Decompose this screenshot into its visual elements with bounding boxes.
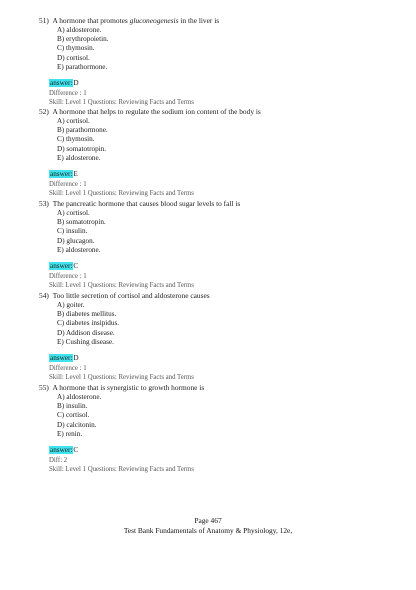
- option-d: D) calcitonin.: [57, 420, 97, 429]
- question-text: [39, 16, 389, 26]
- skill: Skill: Level 1 Questions: Reviewing Facts and Terms: [49, 189, 194, 197]
- skill: Skill: Level 1 Questions: Reviewing Facts and Terms: [49, 465, 194, 473]
- answer-value: C: [73, 262, 79, 271]
- question-55: [39, 383, 389, 475]
- answer-label-highlight: answer:: [50, 79, 73, 88]
- question-text-body: The pancreatic hormone that causes blood sugar levels to fall is: [52, 199, 241, 208]
- options-list: [57, 26, 389, 73]
- question-text: [39, 199, 389, 209]
- answer-line: [49, 354, 79, 363]
- difficulty: Difference : 1: [49, 181, 87, 189]
- skill: Skill: Level 1 Questions: Reviewing Facts and Terms: [49, 281, 194, 289]
- option-c: C) thymosin.: [57, 135, 95, 144]
- answer-value: D: [73, 354, 79, 363]
- question-text-suffix: in the liver is: [178, 16, 220, 25]
- question-text-emphasis: gluconeogenesis: [129, 16, 179, 25]
- option-e: E) Cushing disease.: [57, 337, 114, 346]
- option-b: B) somatotropin.: [57, 217, 106, 226]
- page-number: Page 467: [194, 516, 222, 525]
- options-list: [57, 209, 389, 256]
- answer-value: C: [73, 446, 79, 455]
- question-text-prefix: A hormone that promotes: [52, 16, 130, 25]
- answer-label-highlight: answer:: [50, 446, 73, 455]
- skill: Skill: Level 1 Questions: Reviewing Facts and Terms: [49, 98, 194, 106]
- question-number: 54): [39, 291, 49, 300]
- options-list: [57, 301, 389, 348]
- answer-line: [49, 79, 79, 88]
- question-text: [39, 383, 389, 393]
- question-text-body: A hormone that is synergistic to growth hormone is: [52, 383, 205, 392]
- answer-line: [49, 262, 78, 271]
- question-54: [39, 291, 389, 383]
- options-list: [57, 117, 389, 164]
- option-a: A) aldosterone.: [57, 392, 102, 401]
- option-d: D) Addison disease.: [57, 328, 115, 337]
- option-e: E) aldosterone.: [57, 245, 101, 254]
- options-list: [57, 393, 389, 440]
- option-d: D) somatotropin.: [57, 144, 107, 153]
- option-e: E) renin.: [57, 429, 83, 438]
- book-title: Test Bank Fundamentals of Anatomy & Physiology, 12e,: [123, 526, 293, 535]
- answer-label-highlight: answer:: [50, 262, 73, 271]
- answer-line: [49, 446, 78, 455]
- option-c: C) thymosin.: [57, 44, 95, 53]
- difficulty: Diff: 2: [49, 457, 68, 465]
- answer-label-highlight: answer:: [50, 170, 73, 179]
- difficulty: Difference : 1: [49, 365, 87, 373]
- option-e: E) parathormone.: [57, 62, 108, 71]
- option-a: A) aldosterone.: [57, 25, 102, 34]
- option-b: B) parathormone.: [57, 125, 108, 134]
- question-number: 53): [39, 199, 49, 208]
- question-text-body: Too little secretion of cortisol and aldosterone causes: [52, 291, 210, 300]
- option-c: C) diabetes insipidus.: [57, 319, 120, 328]
- option-d: D) glucagon.: [57, 236, 95, 245]
- difficulty: Difference : 1: [49, 273, 87, 281]
- option-d: D) cortisol.: [57, 53, 90, 62]
- question-number: 51): [39, 16, 49, 25]
- answer-line: [49, 170, 78, 179]
- option-c: C) insulin.: [57, 227, 88, 236]
- question-number: 52): [39, 107, 49, 116]
- question-52: [39, 107, 389, 199]
- question-51: [39, 16, 389, 108]
- option-e: E) aldosterone.: [57, 153, 101, 162]
- answer-label-highlight: answer:: [50, 354, 73, 363]
- option-a: A) cortisol.: [57, 116, 90, 125]
- question-text: [39, 291, 389, 301]
- option-b: B) erythropoietin.: [57, 34, 109, 43]
- question-number: 55): [39, 383, 49, 392]
- option-a: A) cortisol.: [57, 208, 90, 217]
- question-text-body: A hormone that helps to regulate the sodium ion content of the body is: [52, 107, 261, 116]
- option-a: A) goiter.: [57, 300, 85, 309]
- question-text: [39, 107, 389, 117]
- answer-value: D: [73, 79, 79, 88]
- option-b: B) insulin.: [57, 401, 88, 410]
- option-c: C) cortisol.: [57, 411, 90, 420]
- answer-value: E: [73, 170, 78, 179]
- question-53: [39, 199, 389, 291]
- option-b: B) diabetes mellitus.: [57, 309, 117, 318]
- skill: Skill: Level 1 Questions: Reviewing Facts and Terms: [49, 373, 194, 381]
- difficulty: Difference : 1: [49, 90, 87, 98]
